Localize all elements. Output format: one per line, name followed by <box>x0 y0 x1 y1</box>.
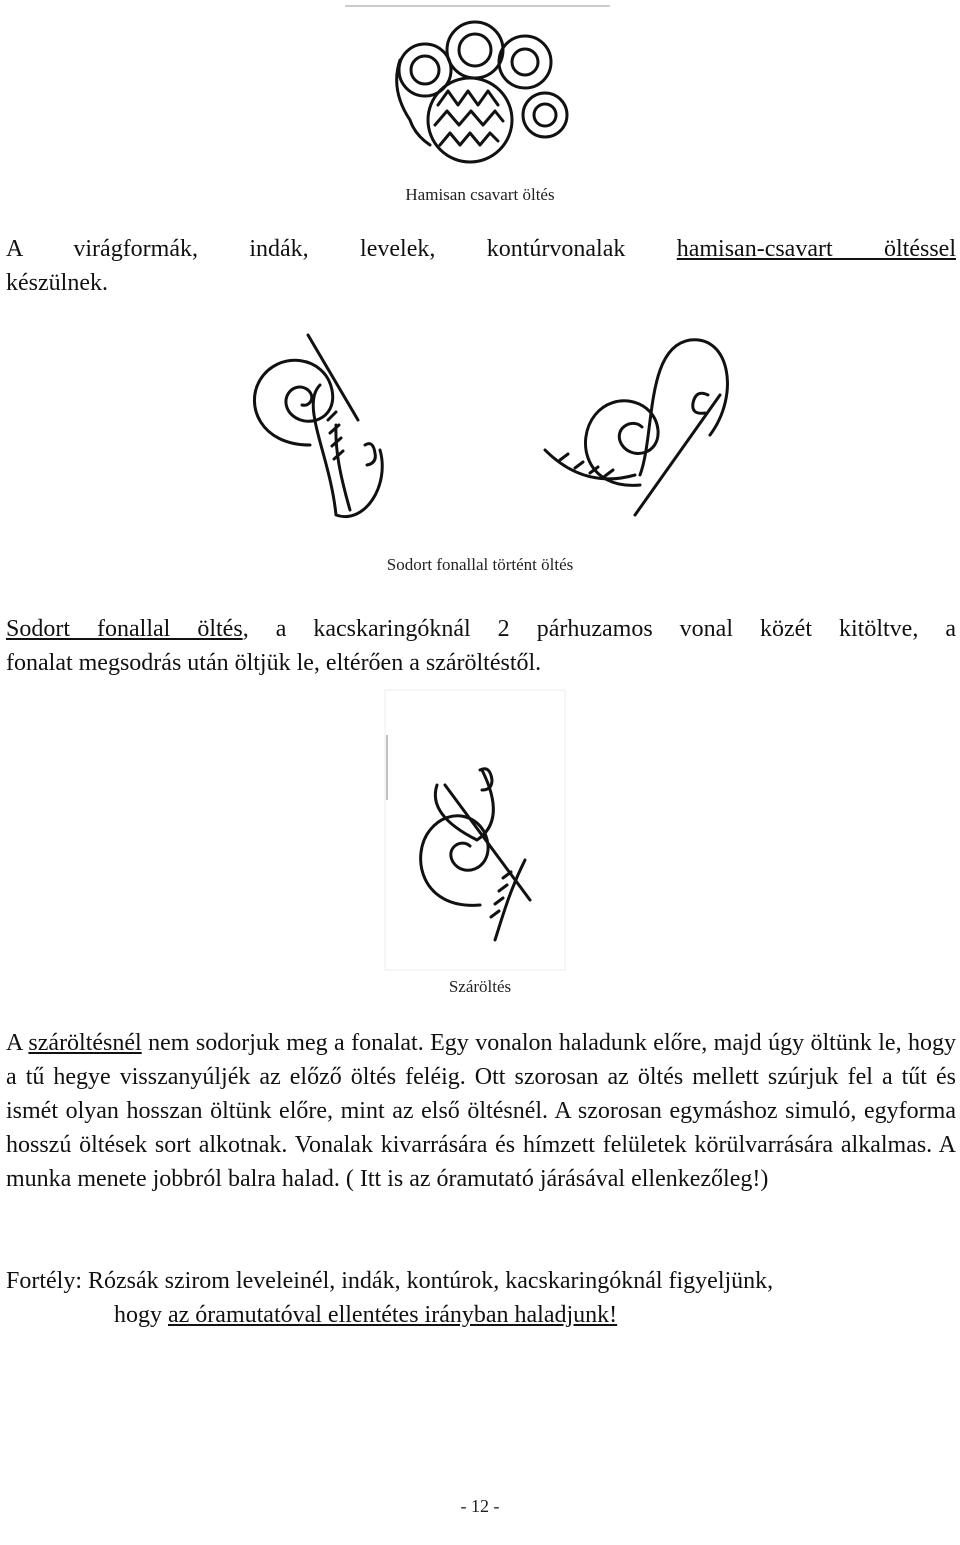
figure-caption-3: Száröltés <box>448 977 512 996</box>
page-number: - 12 - <box>460 1496 500 1516</box>
paragraph-2-line-2: fonalat megsodrás után öltjük le, eltérően a száröltéstől. <box>6 650 542 676</box>
paragraph-3 <box>6 1026 956 1196</box>
szaroltes-link: száröltésnél <box>28 1030 142 1056</box>
paragraph-1-line-1 <box>6 232 956 266</box>
paragraph-4-line-2 <box>6 1298 956 1332</box>
paragraph-1 <box>6 232 956 300</box>
oramutato-link: az óramutatóval ellentétes irányban haladjunk! <box>168 1302 618 1328</box>
paragraph-4-line-1-text: Rózsák szirom leveleinél, indák, kontúrok, kacskaringóknál figyeljünk, <box>88 1268 774 1294</box>
paragraph-4-line-2-lead: hogy <box>114 1302 168 1328</box>
hamisan-csavart-link: hamisan-csavart öltéssel <box>676 236 957 262</box>
paragraph-2-line-1 <box>6 612 956 646</box>
paragraph-2 <box>6 612 956 680</box>
paragraph-4 <box>6 1264 956 1332</box>
figure-caption-1: Hamisan csavart öltés <box>405 185 555 204</box>
stem-stitch-illustration <box>385 690 565 970</box>
paragraph-4-line-1 <box>6 1264 956 1298</box>
paragraph-1-lead-text: A virágformák, indák, levelek, kontúrvonalak <box>6 236 677 262</box>
paragraph-2-rest-text: , a kacskaringóknál 2 párhuzamos vonal közét kitöltve, a <box>242 616 957 642</box>
paragraph-1-line-2: készülnek. <box>6 270 108 296</box>
paragraph-3-body-text: nem sodorjuk meg a fonalat. Egy vonalon haladunk előre, majd úgy öltünk le, hogy a tű hegye visszanyúljék az előző öltés feléig. Ott szorosan az öltés mellett szúrjuk fel a tűt és ismét olyan hosszan öltünk előre, mint az első öltésnél. A szorosan egymáshoz simuló, egyforma hosszú öltések sort alkotnak. Vonalak kivarrására és hímzett felületek körülvarrására alkalmas. A munka menete jobbról balra halad. ( Itt is az óramutató járásával ellenkezőleg!) <box>6 1030 956 1192</box>
figure-caption-2: Sodort fonallal történt öltés <box>386 555 574 574</box>
paragraph-3-lead-text: A <box>6 1030 29 1056</box>
flower-stitch-illustration <box>380 20 580 165</box>
fortely-label: Fortély: <box>6 1268 82 1294</box>
sodort-fonallal-link: Sodort fonallal öltés <box>6 616 243 642</box>
spiral-needle-illustrations <box>240 325 760 525</box>
